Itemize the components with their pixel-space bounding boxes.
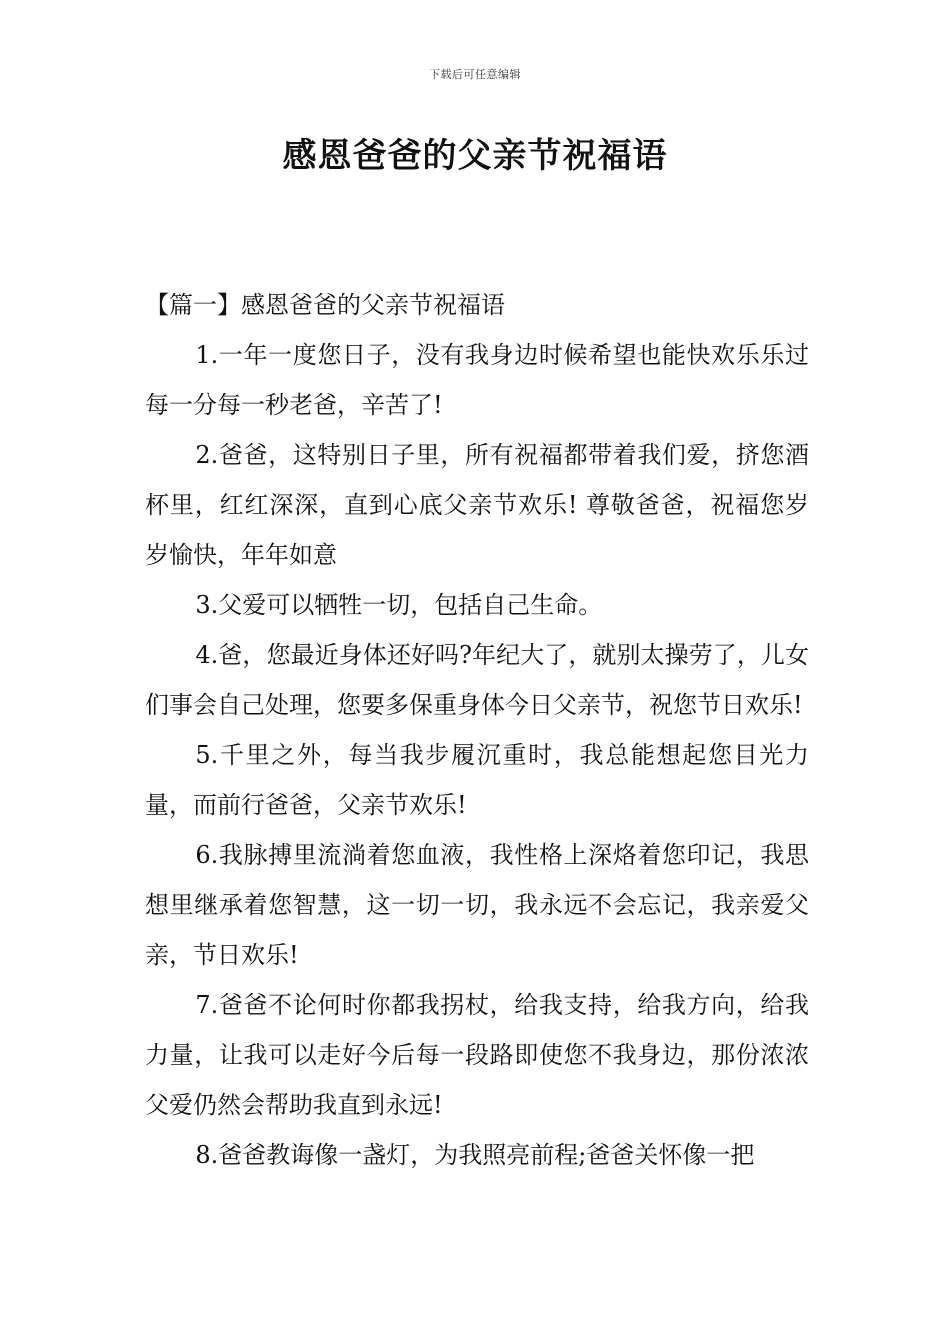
document-body bbox=[145, 280, 809, 1180]
section-heading: 【篇一】感恩爸爸的父亲节祝福语 bbox=[145, 291, 505, 319]
paragraph-7: 7.爸爸不论何时你都我拐杖，给我支持，给我方向，给我力量，让我可以走好今后每一段路即使您不我身边，那份浓浓父爱仍然会帮助我直到永远! bbox=[145, 991, 809, 1119]
document-title: 感恩爸爸的父亲节祝福语 bbox=[282, 136, 668, 176]
paragraph-4: 4.爸，您最近身体还好吗?年纪大了，就别太操劳了，儿女们事会自己处理，您要多保重身体今日父亲节，祝您节日欢乐! bbox=[145, 641, 809, 719]
paragraph-1: 1.一年一度您日子，没有我身边时候希望也能快欢乐乐过每一分每一秒老爸，辛苦了! bbox=[145, 341, 809, 419]
header-note: 下载后可任意编辑 bbox=[429, 68, 521, 81]
paragraph-8: 8.爸爸教诲像一盏灯，为我照亮前程;爸爸关怀像一把 bbox=[195, 1141, 755, 1169]
paragraph-2: 2.爸爸，这特别日子里，所有祝福都带着我们爱，挤您酒杯里，红红深深，直到心底父亲节欢乐! 尊敬爸爸，祝福您岁岁愉快，年年如意 bbox=[145, 441, 809, 569]
paragraph-6: 6.我脉搏里流淌着您血液，我性格上深烙着您印记，我思想里继承着您智慧，这一切一切，我永远不会忘记，我亲爱父亲，节日欢乐! bbox=[145, 841, 809, 969]
paragraph-3: 3.父爱可以牺牲一切，包括自己生命。 bbox=[195, 591, 603, 619]
paragraph-5: 5.千里之外，每当我步履沉重时，我总能想起您目光力量，而前行爸爸，父亲节欢乐! bbox=[145, 741, 809, 819]
